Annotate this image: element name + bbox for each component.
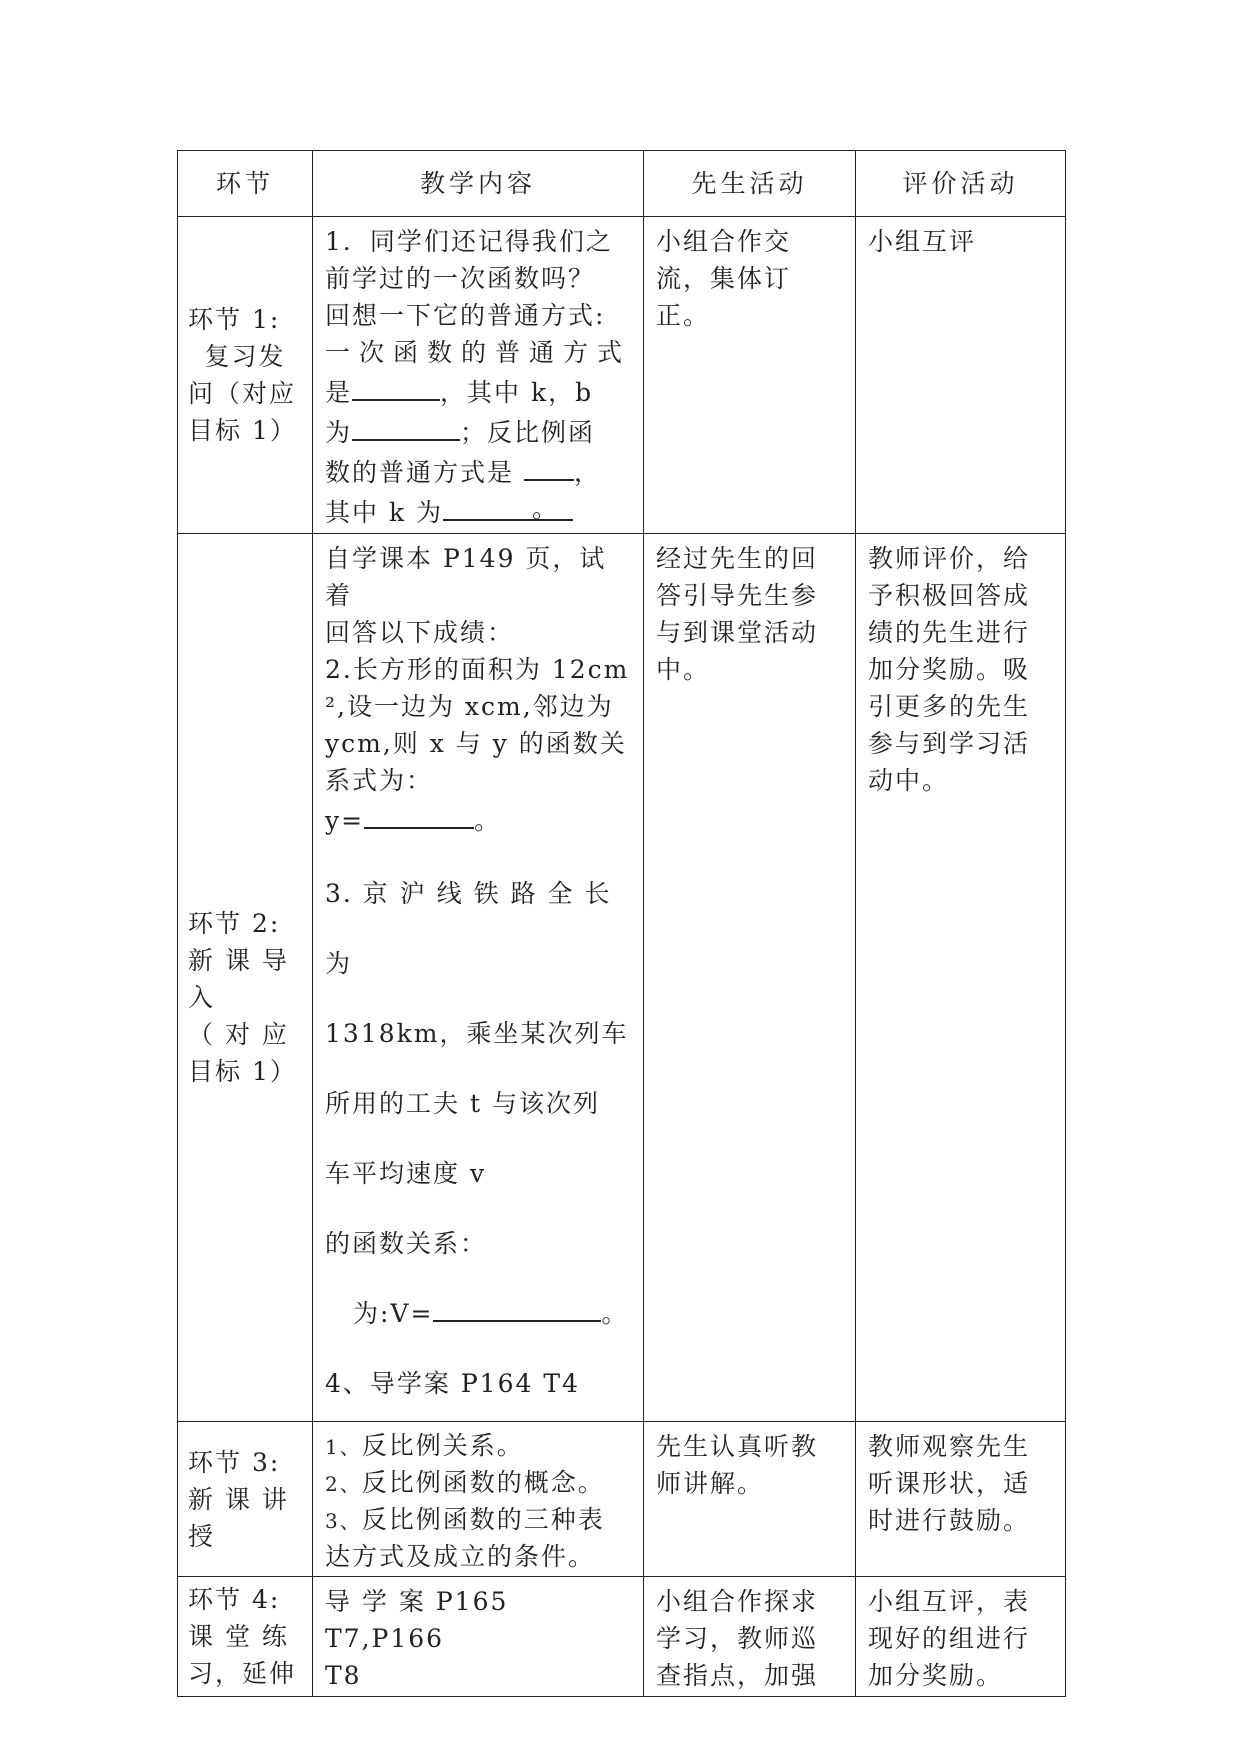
answer-blank	[524, 451, 574, 481]
answer-blank	[433, 1292, 601, 1322]
stage-cell: 环节 4: 课 堂 练 习，延伸	[178, 1577, 313, 1697]
student-activity-cell: 小组合作交流，集体订正。	[644, 217, 856, 534]
table-row	[178, 217, 1066, 534]
answer-blank	[364, 799, 474, 829]
student-activity-cell: 先生认真听教师讲解。	[644, 1422, 856, 1577]
answer-blank	[352, 411, 460, 441]
stage-cell: 环节 1: 复习发 问（对应 目标 1）	[178, 217, 313, 534]
header-row	[178, 151, 1066, 217]
content-cell: 1．同学们还记得我们之 前学过的一次函数吗？ 回想一下它的普通方式: 一次函数的普通方式 是 ，其中 k，b 为 ；反比例函 数的普通方式是 ， 其中 k 为 。	[313, 217, 644, 534]
header-stage: 环节	[178, 151, 313, 217]
evaluation-cell: 教师评价，给予积极回答成绩的先生进行加分奖励。吸引更多的先生参与到学习活动中。	[856, 534, 1066, 1422]
stage-cell: 环节 2: 新 课 导 入 （ 对 应 目标 1）	[178, 534, 313, 1422]
header-evaluation: 评价活动	[856, 151, 1066, 217]
student-activity-cell: 小组合作探求学习，教师巡查指点，加强	[644, 1577, 856, 1697]
header-student-activity: 先生活动	[644, 151, 856, 217]
student-activity-cell: 经过先生的回答引导先生参与到课堂活动中。	[644, 534, 856, 1422]
table-row	[178, 534, 1066, 1422]
answer-blank	[352, 371, 440, 401]
evaluation-cell: 小组互评，表现好的组进行加分奖励。	[856, 1577, 1066, 1697]
table-row	[178, 1422, 1066, 1577]
content-cell: 自学课本 P149 页，试着 回答以下成绩： 2.长方形的面积为 12cm ²,设一边为 xcm,邻边为 ycm,则 x 与 y 的函数关 系式为： y= 。 3. 京 沪 线 铁 路 全 长 为 1318km，乘坐某次列车 所用的工夫 t 与该次列 车平均速度 v 的函数关系： 为:V= 。 4、导学案 P164 T4	[313, 534, 644, 1422]
content-cell: 1、反比例关系。 2、反比例函数的概念。 3、反比例函数的三种表 达方式及成立的条件。	[313, 1422, 644, 1577]
evaluation-cell: 小组互评	[856, 217, 1066, 534]
table-row	[178, 1577, 1066, 1697]
content-cell: 导 学 案 P165 T7,P166 T8	[313, 1577, 644, 1697]
header-content: 教学内容	[313, 151, 644, 217]
stage-cell: 环节 3: 新 课 讲 授	[178, 1422, 313, 1577]
evaluation-cell: 教师观察先生听课形状，适时进行鼓励。	[856, 1422, 1066, 1577]
answer-blank: 。	[443, 491, 573, 521]
lesson-plan-table	[177, 150, 1066, 1697]
